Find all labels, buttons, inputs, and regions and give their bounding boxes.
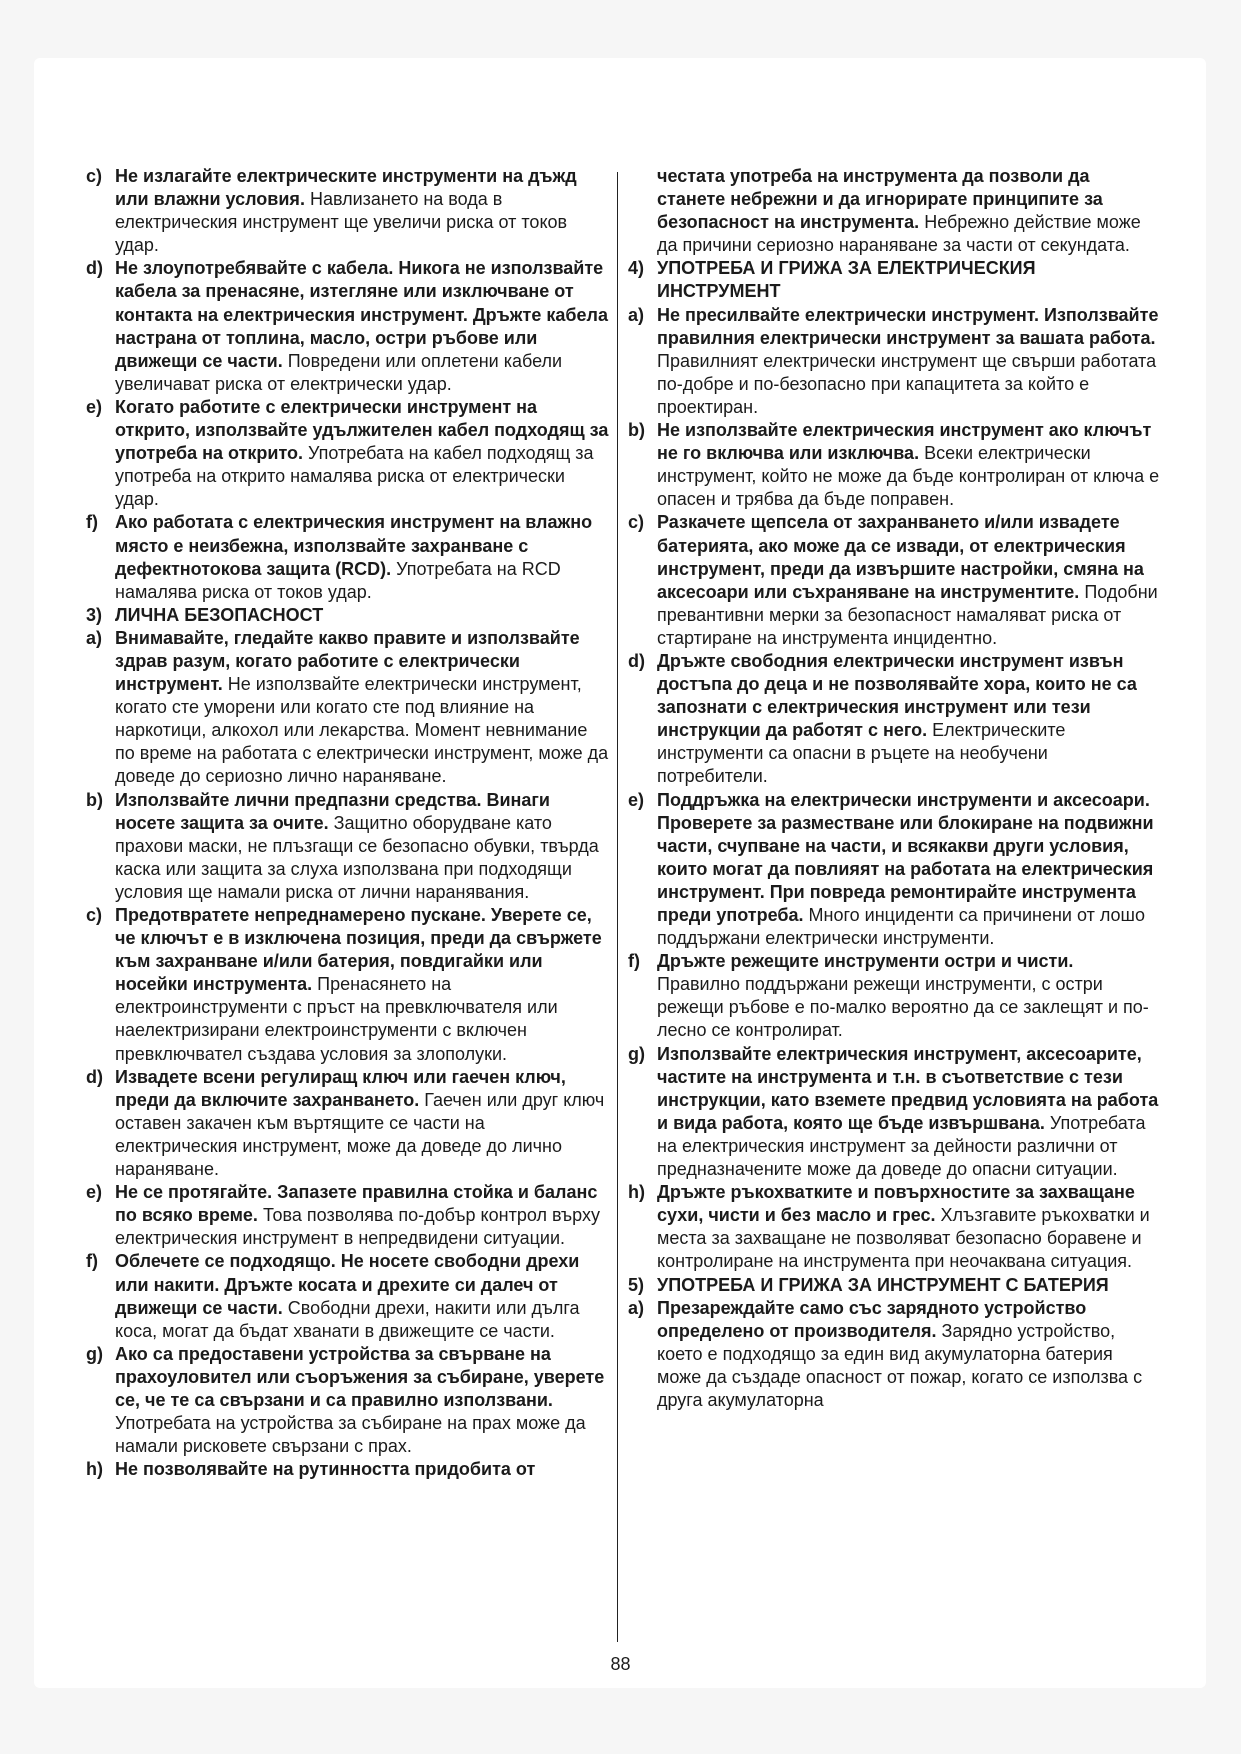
section-heading-5 bbox=[628, 1274, 1160, 1297]
item-text: Повредени или оплетени кабели увеличават риска от електрически удар. bbox=[115, 350, 563, 394]
item-3g bbox=[86, 1343, 610, 1458]
item-heading: Ако работата с електрическия инструмент на влажно място е неизбежна, използвайте захранване с дефектнотокова защита (RCD). bbox=[115, 512, 593, 579]
item-3c bbox=[86, 904, 610, 1066]
section-heading-3 bbox=[86, 604, 610, 627]
item-label: e) bbox=[86, 1182, 103, 1203]
item-text: Употребата на електрическия инструмент за дейности различни от предназначените може да доведе до опасни ситуации. bbox=[657, 1112, 1146, 1180]
item-label: c) bbox=[86, 166, 103, 186]
item-text: Електрическите инструменти са опасни в ръцете на необучени потребители. bbox=[657, 720, 1066, 787]
item-text: Правилно поддържани режещи инструменти, с остри режещи ръбове е по-малко вероятно да се заклещят и по-лесно се контролират. bbox=[657, 974, 1149, 1041]
item-4f bbox=[628, 950, 1160, 1042]
item-heading: Използвайте лични предпазни средства. Винаги носете защита за очите. bbox=[115, 789, 550, 833]
item-heading: Не позволявайте на рутинността придобита от bbox=[115, 1459, 536, 1480]
section-number: 4) bbox=[628, 258, 645, 279]
item-heading: Не излагайте електрическите инструменти на дъжд или влажни условия. bbox=[115, 166, 577, 210]
item-label: h) bbox=[86, 1459, 103, 1480]
section-title: УПОТРЕБА И ГРИЖА ЗА ЕЛЕКТРИЧЕСКИЯ ИНСТРУМЕНТ bbox=[657, 258, 1036, 302]
item-heading: Предотвратете непреднамерено пускане. Уверете се, че ключът е в изключена позиция, преди да свържете към захранване и/или батерия, повдигайки или носейки инструмента. bbox=[115, 905, 602, 995]
item-text: Зарядно устройство, което е подходящо за един вид акумулаторна батерия може да създаде опасност от пожар, когато се използва с друга акумулаторна bbox=[657, 1320, 1143, 1410]
item-label: h) bbox=[628, 1182, 645, 1203]
item-label: a) bbox=[628, 304, 645, 325]
item-label: d) bbox=[86, 1066, 103, 1087]
item-4c bbox=[628, 511, 1160, 650]
item-heading: честата употреба на инструмента да позволи да станете небрежни и да игнорирате принципите за безопасност на инструмента. bbox=[657, 166, 1103, 233]
item-label: g) bbox=[86, 1343, 103, 1364]
item-4b bbox=[628, 419, 1160, 511]
item-label: f) bbox=[86, 1251, 98, 1272]
item-label: d) bbox=[86, 258, 103, 279]
right-column bbox=[628, 165, 1160, 1412]
item-text: Всеки електрически инструмент, който не може да бъде контролиран от ключа е опасен и трябва да бъде поправен. bbox=[657, 443, 1160, 510]
section-title: ЛИЧНА БЕЗОПАСНОСТ bbox=[115, 604, 324, 625]
item-heading: Извадете всени регулиращ ключ или гаечен ключ, преди да включите захранването. bbox=[115, 1066, 566, 1110]
item-4g bbox=[628, 1043, 1160, 1182]
item-heading: Дръжте ръкохватките и повърхностите за захващане сухи, чисти и без масло и грес. bbox=[657, 1182, 1135, 1226]
item-4a bbox=[628, 304, 1160, 419]
item-text: Защитно оборудване като прахови маски, не плъзгащи се безопасно обувки, твърда каска или защита за слуха използвана при подходящи условия ще намали риска от лични наранявания. bbox=[115, 812, 599, 902]
item-label: c) bbox=[628, 512, 645, 533]
item-heading: Презареждайте само със зарядното устройство определено от производителя. bbox=[657, 1297, 1087, 1341]
section-number: 3) bbox=[86, 604, 103, 625]
item-heading: Внимавайте, гледайте какво правите и използвайте здрав разум, когато работите с електрически инструмент. bbox=[115, 627, 580, 695]
section-heading-4 bbox=[628, 257, 1160, 303]
item-text: Навлизането на вода в електрическия инструмент ще увеличи риска от токов удар. bbox=[115, 189, 568, 256]
column-divider bbox=[617, 172, 618, 1642]
item-heading: Дръжте режещите инструменти остри и чисти. bbox=[657, 951, 1074, 972]
item-3b bbox=[86, 789, 610, 904]
item-heading: Не пресилвайте електрически инструмент. Използвайте правилния електрически инструмент за вашата работа. bbox=[657, 304, 1159, 348]
item-heading: Използвайте електрическия инструмент, аксесоарите, частите на инструмента и т.н. в съответствие с тези инструкции, като вземете предвид условията на работа и вида работа, която ще бъде извършвана. bbox=[657, 1043, 1159, 1133]
item-3d bbox=[86, 1066, 610, 1181]
item-heading: Не използвайте електрическия инструмент ако ключът не го включва или изключва. bbox=[657, 420, 1152, 464]
item-text: Употребата на устройства за събиране на прах може да намали рисковете свързани с прах. bbox=[115, 1413, 586, 1457]
item-heading: Облечете се подходящо. Не носете свободни дрехи или накити. Дръжте косата и дрехите си далеч от движещи се части. bbox=[115, 1251, 580, 1318]
item-label: d) bbox=[628, 650, 645, 671]
item-text: Хлъзгавите ръкохватки и места за захващане не позволяват безопасно боравене и контролиране на инструмента при неочаквана ситуация. bbox=[657, 1205, 1150, 1272]
item-label: a) bbox=[628, 1297, 645, 1318]
item-4d bbox=[628, 650, 1160, 789]
item-label: b) bbox=[86, 789, 103, 810]
item-heading: Когато работите с електрически инструмент на открито, използвайте удължителен кабел подходящ за употреба на открито. bbox=[115, 396, 609, 464]
item-text: Много инциденти са причинени от лошо поддържани електрически инструменти. bbox=[657, 905, 1145, 949]
item-label: a) bbox=[86, 627, 103, 648]
item-heading: Разкачете щепсела от захранването и/или извадете батерията, ако може да се извади, от електрическия инструмент, преди да извършите настройки, смяна на аксесоари или съхраняване на инструментите. bbox=[657, 512, 1144, 602]
section-number: 5) bbox=[628, 1274, 645, 1295]
continued-text bbox=[628, 165, 1160, 257]
item-text: Не използвайте електрически инструмент, когато сте уморени или когато сте под влияние на наркотици, алкохол или лекарства. Момент невнимание по време на работата с електрически инструмент, може да доведе до сериозно лично нараняване. bbox=[115, 674, 609, 787]
item-label: b) bbox=[628, 420, 645, 441]
page-number: 88 bbox=[610, 1654, 631, 1674]
item-4h bbox=[628, 1181, 1160, 1273]
item-label: g) bbox=[628, 1043, 645, 1064]
left-column bbox=[86, 165, 610, 1481]
item-text: Пренасянето на електроинструменти с пръст на превключвателя или наелектризирани електроинструменти с включен превключвател създава условия за злополуки. bbox=[115, 974, 558, 1064]
item-label: e) bbox=[628, 789, 645, 810]
item-text: Свободни дрехи, накити или дълга коса, могат да бъдат хванати в движещите се части. bbox=[115, 1297, 580, 1341]
item-text: Гаечен или друг ключ оставен закачен към въртящите се части на електрическия инструмент, може да доведе до лично нараняване. bbox=[115, 1089, 605, 1180]
item-3e bbox=[86, 1181, 610, 1250]
item-4e bbox=[628, 789, 1160, 951]
item-heading: Не се протягайте. Запазете правилна стойка и баланс по всяко време. bbox=[115, 1182, 598, 1226]
item-text: Употребата на RCD намалява риска от токов удар. bbox=[115, 558, 561, 602]
item-heading: Ако са предоставени устройства за свърване на прахоуловител или съоръжения за събиране, уверете се, че те са свързани и са правилно използвани. bbox=[115, 1343, 605, 1410]
item-5a bbox=[628, 1297, 1160, 1412]
item-label: f) bbox=[86, 512, 98, 533]
item-heading: Дръжте свободния електрически инструмент извън достъпа до деца и не позволявайте хора, които не са запознати с електрическия инструмент или тези инструкции да работят с него. bbox=[657, 650, 1137, 741]
item-text: Употребата на кабел подходящ за употреба на открито намалява риска от електрически удар. bbox=[115, 443, 594, 510]
item-3h bbox=[86, 1458, 610, 1481]
item-text: Това позволява по-добър контрол върху електрическия инструмент в непредвидени ситуации. bbox=[115, 1205, 600, 1249]
item-text: Небрежно действие може да причини сериозно нараняване за части от секундата. bbox=[657, 212, 1141, 256]
item-heading: Не злоупотребявайте с кабела. Никога не използвайте кабела за пренасяне, изтегляне или изключване от контакта на електрическия инструмент. Дръжте кабела настрана от топлина, масло, остри ръбове или движещи се части. bbox=[115, 258, 608, 371]
item-label: f) bbox=[628, 951, 640, 972]
item-d bbox=[86, 257, 610, 396]
item-heading: Поддръжка на електрически инструменти и аксесоари. Проверете за разместване или блокиране на подвижни части, счупване на части, и всякакви други условия, които могат да повлияят на работата на електрическия инструмент. При повреда ремонтирайте инструмента преди употреба. bbox=[657, 789, 1154, 925]
item-label: e) bbox=[86, 396, 103, 417]
section-title: УПОТРЕБА И ГРИЖА ЗА ИНСТРУМЕНТ С БАТЕРИЯ bbox=[657, 1274, 1109, 1295]
item-text: Подобни превантивни мерки за безопасност намаляват риска от стартиране на инструмента инцидентно. bbox=[657, 581, 1158, 648]
item-e bbox=[86, 396, 610, 511]
item-3a bbox=[86, 627, 610, 789]
item-text: Правилният електрически инструмент ще свърши работата по-добре и по-безопасно при капацитета за който е проектиран. bbox=[657, 350, 1157, 417]
item-c bbox=[86, 165, 610, 257]
item-f bbox=[86, 511, 610, 603]
item-3f bbox=[86, 1250, 610, 1342]
item-label: c) bbox=[86, 905, 103, 925]
